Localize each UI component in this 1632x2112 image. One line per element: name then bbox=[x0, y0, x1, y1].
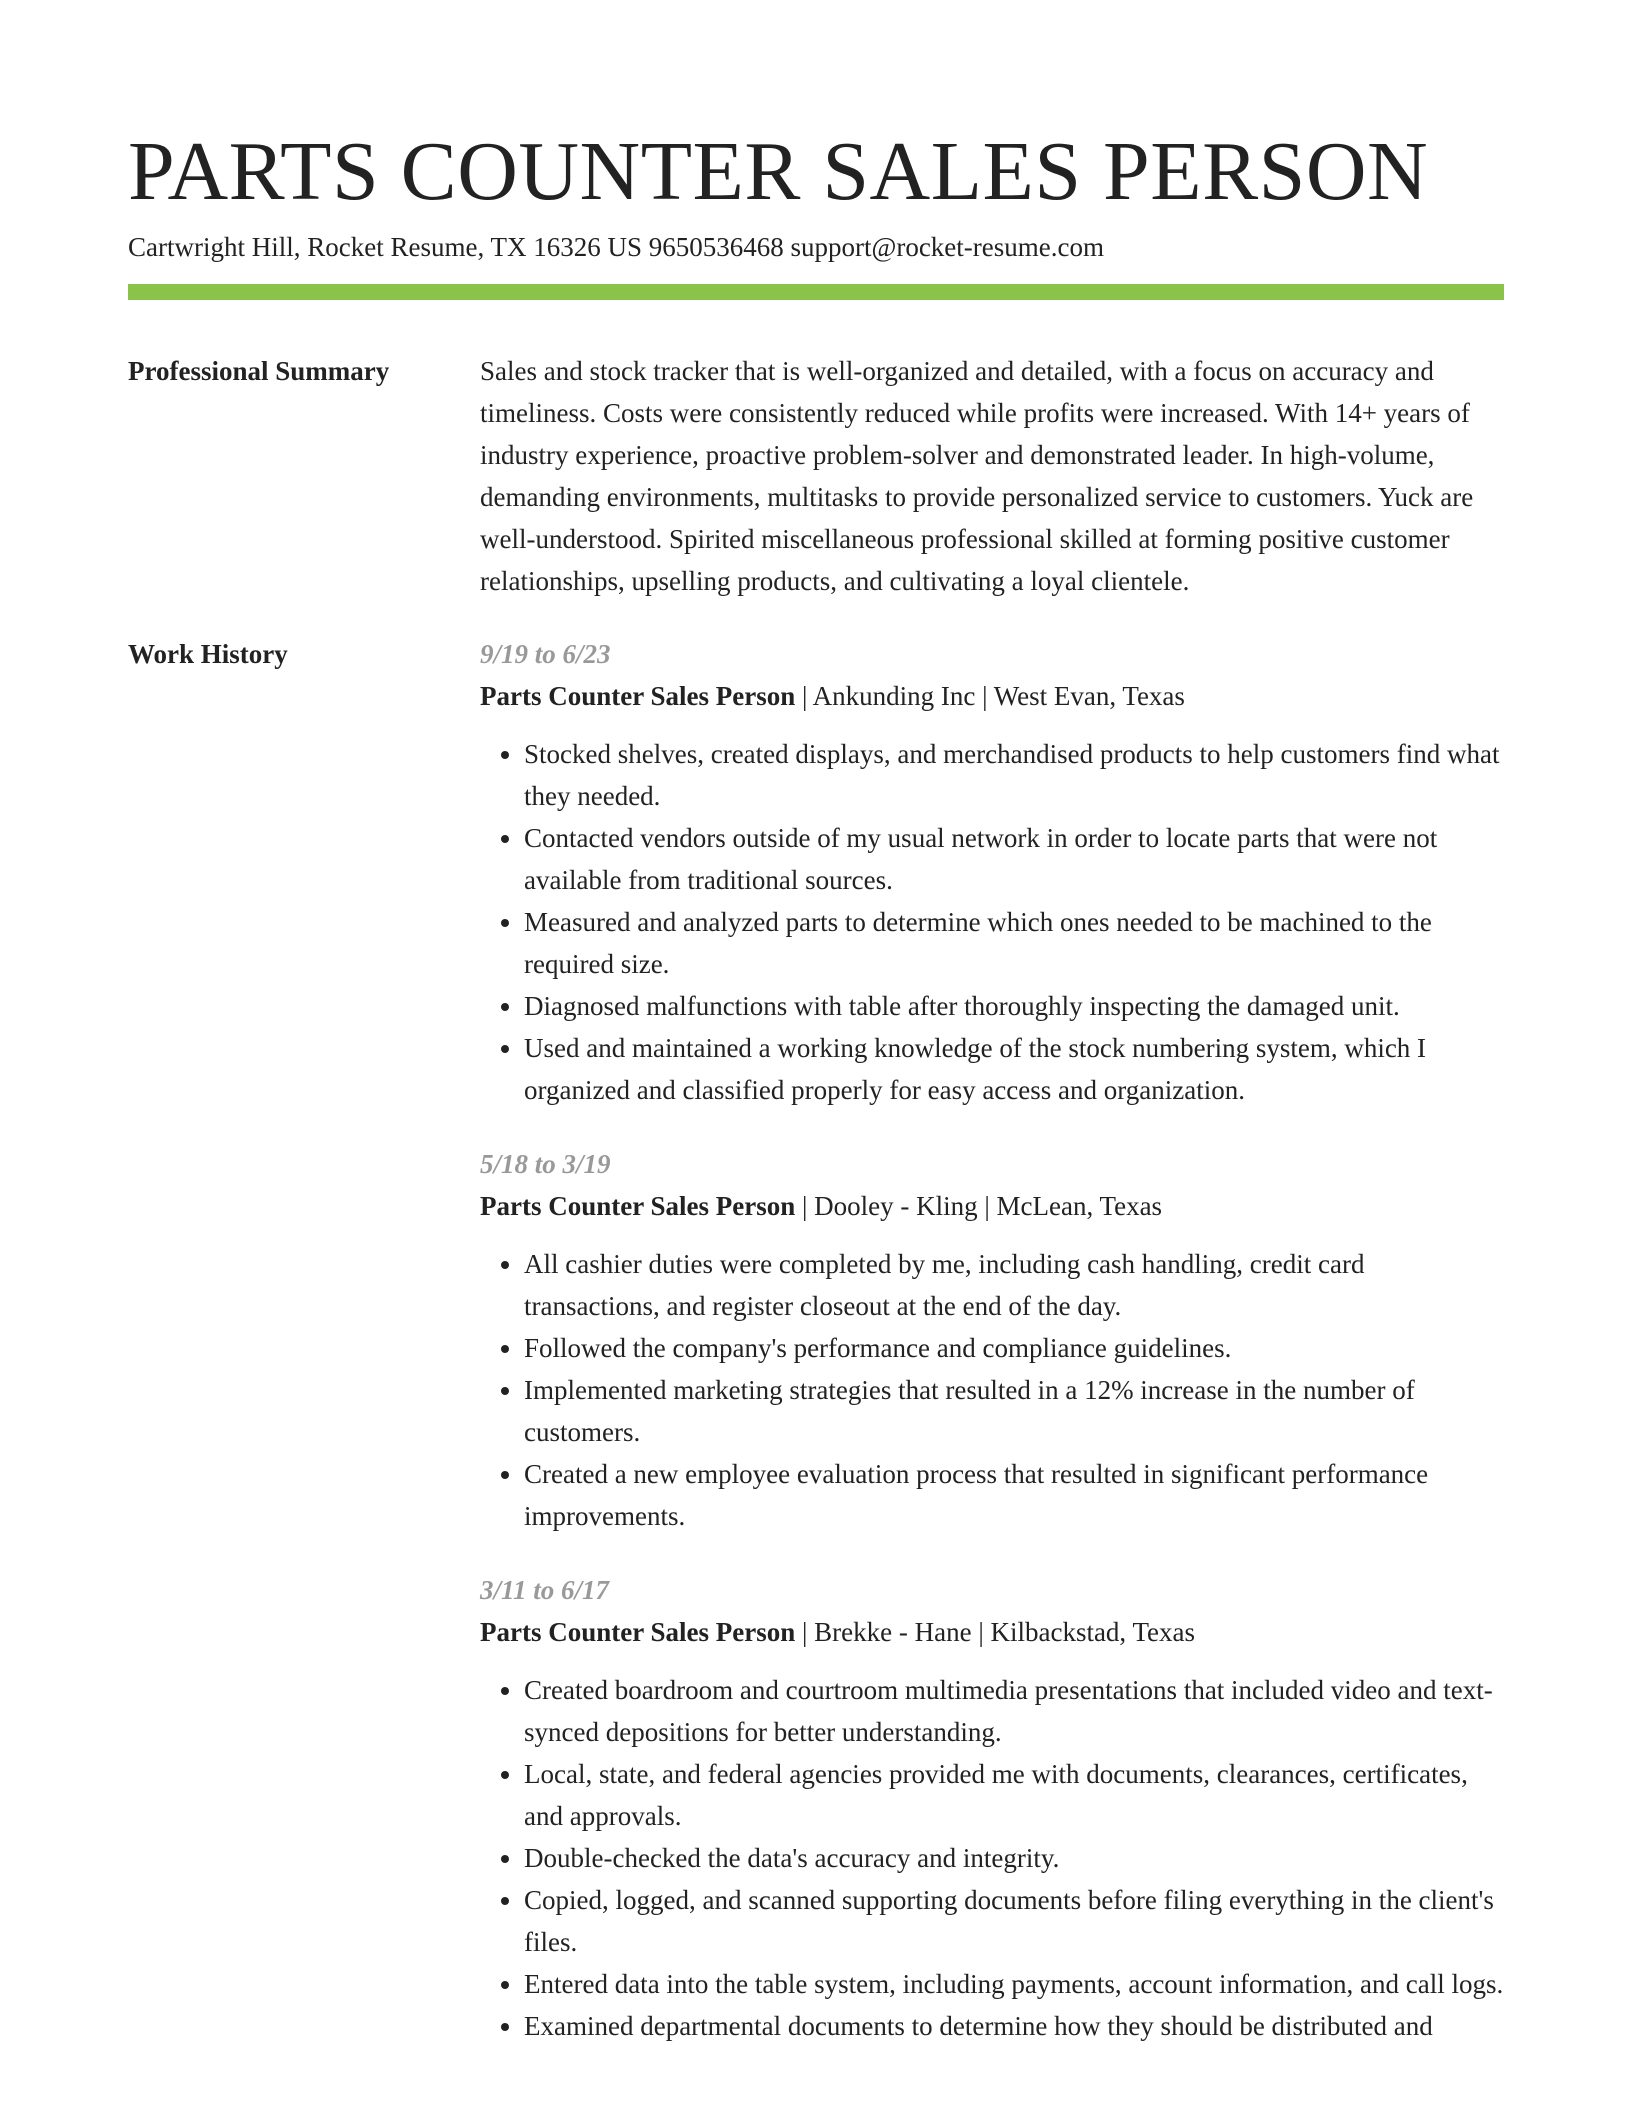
job-entry bbox=[480, 1143, 1504, 1537]
summary-text: Sales and stock tracker that is well-organized and detailed, with a focus on accuracy and timeliness. Costs were consistently reduced while profits were increased. With 14+ years of industry experience, proactive problem-solver and demonstrated leader. In high-volume, demanding environments, multitasks to provide personalized service to customers. Yuck are well-understood. Spirited miscellaneous professional skilled at forming positive customer relationships, upselling products, and cultivating a loyal clientele. bbox=[480, 356, 1474, 596]
job-entry bbox=[480, 1569, 1504, 2047]
job-bullet: • Local, state, and federal agencies provided me with documents, clearances, certificates, and approvals. bbox=[524, 1753, 1504, 1837]
section-label-summary: Professional Summary bbox=[128, 356, 390, 386]
job-bullet: • Entered data into the table system, including payments, account information, and call logs. bbox=[524, 1963, 1504, 2005]
accent-divider bbox=[128, 284, 1504, 300]
job-dates: 5/18 to 3/19 bbox=[480, 1149, 611, 1179]
professional-summary-section bbox=[128, 350, 1504, 602]
job-employer-location: | Dooley - Kling | McLean, Texas bbox=[795, 1191, 1163, 1221]
job-bullet: • Implemented marketing strategies that resulted in a 12% increase in the number of customers. bbox=[524, 1369, 1504, 1453]
summary-body bbox=[480, 350, 1504, 602]
resume-name: PARTS COUNTER SALES PERSON bbox=[128, 125, 1429, 218]
job-bullet-list bbox=[480, 733, 1504, 1111]
job-heading bbox=[480, 675, 1504, 717]
job-bullet: • Measured and analyzed parts to determine which ones needed to be machined to the required size. bbox=[524, 901, 1504, 985]
job-bullet-list bbox=[480, 1669, 1504, 2047]
contact-line: Cartwright Hill, Rocket Resume, TX 16326 US 9650536468 support@rocket-resume.com bbox=[128, 232, 1104, 262]
resume-page bbox=[128, 0, 1504, 2079]
job-title: Parts Counter Sales Person bbox=[480, 1617, 796, 1647]
job-bullet: • Diagnosed malfunctions with table after thoroughly inspecting the damaged unit. bbox=[524, 985, 1504, 1027]
job-title: Parts Counter Sales Person bbox=[480, 1191, 796, 1221]
job-bullet: • Created a new employee evaluation process that resulted in significant performance improvements. bbox=[524, 1453, 1504, 1537]
job-heading bbox=[480, 1185, 1504, 1227]
job-bullet: • Examined departmental documents to determine how they should be distributed and bbox=[524, 2005, 1504, 2047]
job-dates: 3/11 to 6/17 bbox=[480, 1575, 610, 1605]
job-bullet: • Used and maintained a working knowledge of the stock numbering system, which I organized and classified properly for easy access and organization. bbox=[524, 1027, 1504, 1111]
section-label-work-history: Work History bbox=[128, 639, 288, 669]
job-title: Parts Counter Sales Person bbox=[480, 681, 796, 711]
job-bullet-list bbox=[480, 1243, 1504, 1537]
job-bullet: • Copied, logged, and scanned supporting documents before filing everything in the client's files. bbox=[524, 1879, 1504, 1963]
job-heading bbox=[480, 1611, 1504, 1653]
work-history-section bbox=[128, 633, 1504, 2079]
job-bullet: • Stocked shelves, created displays, and merchandised products to help customers find what they needed. bbox=[524, 733, 1504, 817]
job-bullet: • All cashier duties were completed by me, including cash handling, credit card transactions, and register closeout at the end of the day. bbox=[524, 1243, 1504, 1327]
job-bullet: • Created boardroom and courtroom multimedia presentations that included video and text-synced depositions for better understanding. bbox=[524, 1669, 1504, 1753]
job-employer-location: | Ankunding Inc | West Evan, Texas bbox=[795, 681, 1185, 711]
job-dates: 9/19 to 6/23 bbox=[480, 639, 611, 669]
job-bullet: • Double-checked the data's accuracy and integrity. bbox=[524, 1837, 1504, 1879]
job-employer-location: | Brekke - Hane | Kilbackstad, Texas bbox=[795, 1617, 1196, 1647]
work-history-body bbox=[480, 633, 1504, 2079]
job-bullet: • Contacted vendors outside of my usual network in order to locate parts that were not available from traditional sources. bbox=[524, 817, 1504, 901]
job-entry bbox=[480, 633, 1504, 1111]
job-bullet: • Followed the company's performance and compliance guidelines. bbox=[524, 1327, 1504, 1369]
